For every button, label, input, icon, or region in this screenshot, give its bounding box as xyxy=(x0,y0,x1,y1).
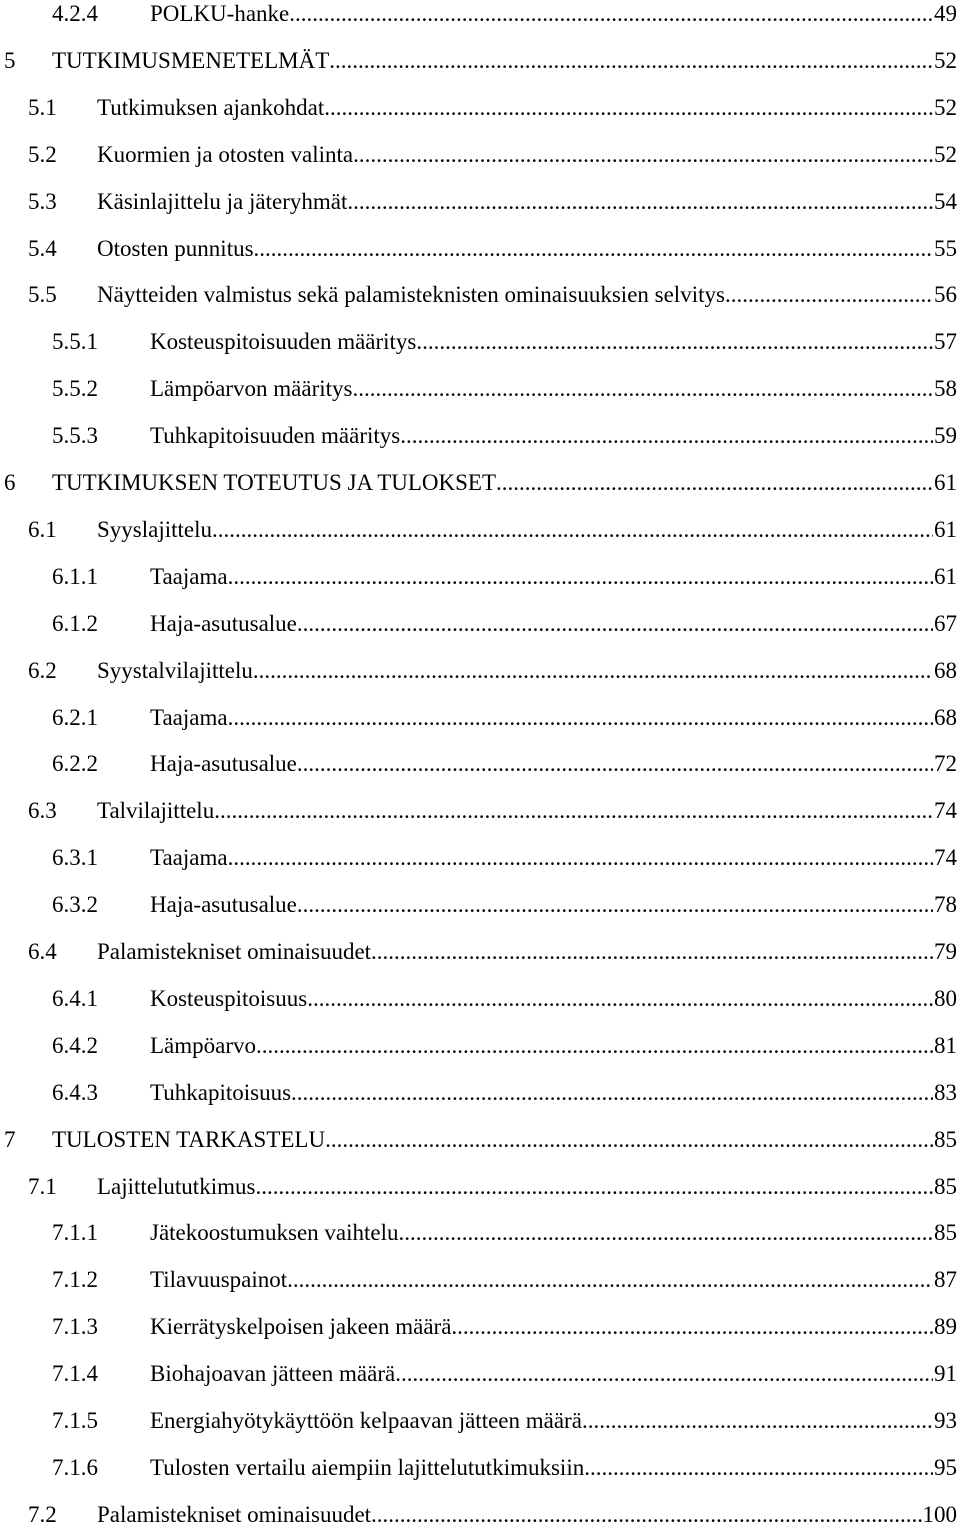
toc-entry-title[interactable]: Talvilajittelu xyxy=(97,798,215,824)
dot-leader xyxy=(255,1170,933,1204)
dot-leader xyxy=(353,138,933,172)
toc-entry-number: 5.1 xyxy=(28,94,57,120)
toc-entry-page-number: 61 xyxy=(934,563,957,589)
toc-entry-title[interactable]: TUTKIMUSMENETELMÄT xyxy=(52,47,330,73)
toc-entry-number: 6.3.1 xyxy=(52,845,98,871)
toc-entry-body xyxy=(150,1310,957,1344)
toc-entry-page-number: 52 xyxy=(934,94,957,120)
toc-entry-number: 7.1.1 xyxy=(52,1220,98,1246)
dot-leader xyxy=(324,91,933,125)
dot-leader xyxy=(347,185,933,219)
toc-entry-body xyxy=(150,607,957,641)
toc-entry-number: 5.5.2 xyxy=(52,376,98,402)
toc-entry-page-number: 56 xyxy=(934,282,957,308)
toc-entry-title[interactable]: Tulosten vertailu aiempiin lajittelututkimuksiin xyxy=(150,1454,585,1480)
toc-entry-body xyxy=(97,1498,957,1532)
toc-entry-title[interactable]: Jätekoostumuksen vaihtelu xyxy=(150,1220,399,1246)
toc-entry-number: 5.5.1 xyxy=(52,329,98,355)
dot-leader xyxy=(212,513,933,547)
toc-entry-page-number: 58 xyxy=(934,376,957,402)
toc-entry-title[interactable]: Syystalvilajittelu xyxy=(97,657,253,683)
toc-entry-title[interactable]: Palamistekniset ominaisuudet xyxy=(97,1501,372,1527)
toc-entry-body xyxy=(97,654,957,688)
toc-entry-body xyxy=(150,747,957,781)
dot-leader xyxy=(399,1216,934,1250)
toc-entry-number: 7.1.3 xyxy=(52,1314,98,1340)
toc-entry-title[interactable]: Näytteiden valmistus sekä palamisteknisten ominaisuuksien selvitys xyxy=(97,282,725,308)
dot-leader xyxy=(496,466,933,500)
toc-entry[interactable] xyxy=(0,372,960,406)
toc-entry[interactable] xyxy=(0,1170,960,1204)
toc-entry-title[interactable]: Otosten punnitus xyxy=(97,235,254,261)
dot-leader xyxy=(214,794,933,828)
toc-entry-body xyxy=(97,935,957,969)
dot-leader xyxy=(584,1451,933,1485)
toc-entry-page-number: 54 xyxy=(934,188,957,214)
toc-entry[interactable] xyxy=(0,1216,960,1250)
toc-entry-title[interactable]: Biohajoavan jätteen määrä xyxy=(150,1361,396,1387)
toc-entry-title[interactable]: Syyslajittelu xyxy=(97,516,212,542)
dot-leader xyxy=(582,1404,933,1438)
toc-entry-page-number: 49 xyxy=(934,1,957,26)
dot-leader xyxy=(228,701,933,735)
toc-entry[interactable] xyxy=(0,91,960,125)
toc-entry-page-number: 95 xyxy=(934,1454,957,1480)
toc-entry-body xyxy=(150,1357,957,1391)
toc-entry[interactable] xyxy=(0,1404,960,1438)
toc-entry-page-number: 85 xyxy=(934,1173,957,1199)
toc-entry[interactable] xyxy=(0,747,960,781)
dot-leader xyxy=(329,44,933,78)
toc-entry-page-number: 91 xyxy=(934,1361,957,1387)
toc-entry-body xyxy=(97,138,957,172)
toc-entry-body xyxy=(150,841,957,875)
toc-entry-number: 5.5 xyxy=(28,282,57,308)
toc-entry-page-number: 74 xyxy=(934,845,957,871)
toc-entry-body xyxy=(150,701,957,735)
toc-entry[interactable] xyxy=(0,1029,960,1063)
toc-entry-number: 7 xyxy=(4,1126,16,1152)
toc-entry-page-number: 80 xyxy=(934,985,957,1011)
dot-leader xyxy=(416,325,933,359)
dot-leader xyxy=(307,982,933,1016)
toc-entry-number: 6.1.1 xyxy=(52,563,98,589)
toc-entry[interactable] xyxy=(0,138,960,172)
toc-entry-number: 6.3.2 xyxy=(52,892,98,918)
dot-leader xyxy=(228,560,933,594)
toc-entry-body xyxy=(52,44,957,78)
toc-entry-body xyxy=(150,1451,957,1485)
toc-entry-body xyxy=(97,278,957,312)
toc-entry-number: 5.4 xyxy=(28,235,57,261)
toc-entry-title[interactable]: Palamistekniset ominaisuudet xyxy=(97,939,372,964)
toc-entry-page-number: 78 xyxy=(934,892,957,918)
toc-entry[interactable] xyxy=(0,607,960,641)
toc-entry-number: 7.1.4 xyxy=(52,1361,98,1387)
toc-entry-body xyxy=(97,91,957,125)
toc-entry[interactable] xyxy=(0,701,960,735)
dot-leader xyxy=(254,232,933,266)
toc-entry-title[interactable]: Tuhkapitoisuus xyxy=(150,1079,292,1105)
toc-entry-page-number: 85 xyxy=(934,1126,957,1152)
toc-entry-body xyxy=(150,1029,957,1063)
toc-entry[interactable] xyxy=(0,513,960,547)
toc-entry-body xyxy=(150,1263,957,1297)
dot-leader xyxy=(289,0,933,31)
toc-entry-title[interactable]: Tilavuuspainot xyxy=(150,1267,288,1293)
toc-entry[interactable] xyxy=(0,1076,960,1110)
toc-entry-title[interactable]: Haja-asutusalue xyxy=(150,610,297,636)
toc-entry[interactable] xyxy=(0,232,960,266)
toc-entry-page-number: 79 xyxy=(934,939,957,964)
toc-entry-title[interactable]: Käsinlajittelu ja jäteryhmät xyxy=(97,188,348,214)
toc-entry-body xyxy=(52,466,957,500)
toc-entry-number: 6.4.1 xyxy=(52,985,98,1011)
dot-leader xyxy=(256,1029,933,1063)
toc-entry[interactable] xyxy=(0,1451,960,1485)
toc-entry-page-number: 87 xyxy=(934,1267,957,1293)
toc-entry-number: 6.2.1 xyxy=(52,704,98,730)
toc-entry-title[interactable]: Tutkimuksen ajankohdat xyxy=(97,94,325,120)
toc-entry-page-number: 55 xyxy=(934,235,957,261)
toc-entry-number: 6.4.2 xyxy=(52,1032,98,1058)
toc-entry-number: 6.4.3 xyxy=(52,1079,98,1105)
dot-leader xyxy=(451,1310,933,1344)
toc-entry[interactable] xyxy=(0,185,960,219)
toc-entry-body xyxy=(97,794,957,828)
toc-entry-body xyxy=(150,888,957,922)
toc-entry-page-number: 68 xyxy=(934,704,957,730)
toc-entry-page-number: 81 xyxy=(934,1032,957,1058)
dot-leader xyxy=(291,1076,933,1110)
toc-entry-number: 6 xyxy=(4,470,16,495)
toc-entry[interactable] xyxy=(0,794,960,828)
toc-entry-number: 6.1.2 xyxy=(52,610,98,636)
toc-entry-page-number: 74 xyxy=(934,798,957,824)
toc-entry-page-number: 83 xyxy=(934,1079,957,1105)
toc-entry-title[interactable]: Kosteuspitoisuuden määritys xyxy=(150,329,417,355)
toc-entry-number: 6.1 xyxy=(28,516,57,542)
toc-entry-title[interactable]: Haja-asutusalue xyxy=(150,751,297,777)
toc-entry-body xyxy=(150,419,957,453)
dot-leader xyxy=(371,935,933,969)
toc-entry[interactable] xyxy=(0,0,960,31)
dot-leader xyxy=(325,1123,933,1157)
toc-entry-number: 5.5.3 xyxy=(52,423,98,449)
toc-entry-page-number: 85 xyxy=(934,1220,957,1246)
toc-entry-number: 6.2 xyxy=(28,657,57,683)
toc-entry[interactable] xyxy=(0,654,960,688)
toc-entry-number: 7.1.2 xyxy=(52,1267,98,1293)
toc-entry-body xyxy=(97,1170,957,1204)
toc-entry-page-number: 57 xyxy=(934,329,957,355)
toc-entry-page-number: 52 xyxy=(934,47,957,73)
toc-entry-body xyxy=(150,325,957,359)
toc-entry[interactable] xyxy=(0,841,960,875)
toc-entry-number: 7.1.6 xyxy=(52,1454,98,1480)
toc-entry-title[interactable]: Taajama xyxy=(150,563,228,589)
toc-entry-page-number: 59 xyxy=(934,423,957,449)
toc-entry-title[interactable]: TULOSTEN TARKASTELU xyxy=(52,1126,326,1152)
toc-entry-number: 6.4 xyxy=(28,939,57,964)
toc-entry[interactable] xyxy=(0,1263,960,1297)
toc-entry[interactable] xyxy=(0,935,960,969)
toc-entry-page-number: 72 xyxy=(934,751,957,777)
toc-entry[interactable] xyxy=(0,44,960,78)
toc-entry[interactable] xyxy=(0,1123,960,1157)
toc-entry-title[interactable]: POLKU-hanke xyxy=(150,1,290,26)
toc-entry-page-number: 52 xyxy=(934,141,957,167)
toc-entry-number: 7.1 xyxy=(28,1173,57,1199)
toc-entry[interactable] xyxy=(0,466,960,500)
toc-entry-number: 6.3 xyxy=(28,798,57,824)
toc-entry-page-number: 61 xyxy=(934,470,957,495)
toc-entry-title[interactable]: Kosteuspitoisuus xyxy=(150,985,308,1011)
toc-entry-title[interactable]: Lajittelututkimus xyxy=(97,1173,256,1199)
toc-entry-body xyxy=(97,232,957,266)
toc-entry[interactable] xyxy=(0,419,960,453)
toc-entry-body xyxy=(150,1076,957,1110)
toc-entry-body xyxy=(150,560,957,594)
toc-entry[interactable] xyxy=(0,325,960,359)
toc-entry-number: 5 xyxy=(4,47,16,73)
toc-entry-page-number: 93 xyxy=(934,1408,957,1433)
dot-leader xyxy=(371,1498,921,1532)
dot-leader xyxy=(725,278,933,312)
toc-entry-body xyxy=(150,0,957,31)
dot-leader xyxy=(287,1263,933,1297)
toc-entry[interactable] xyxy=(0,1310,960,1344)
toc-entry-number: 5.2 xyxy=(28,141,57,167)
toc-entry[interactable] xyxy=(0,560,960,594)
toc-entry-title[interactable]: Kuormien ja otosten valinta xyxy=(97,141,354,167)
dot-leader xyxy=(352,372,933,406)
toc-entry-title[interactable]: Taajama xyxy=(150,704,228,730)
toc-entry-title[interactable]: TUTKIMUKSEN TOTEUTUS JA TULOKSET xyxy=(52,470,497,495)
toc-entry-page-number: 61 xyxy=(934,516,957,542)
toc-entry-body xyxy=(150,1216,957,1250)
toc-entry-title[interactable]: Energiahyötykäyttöön kelpaavan jätteen määrä xyxy=(150,1408,582,1433)
toc-entry-page-number: 89 xyxy=(934,1314,957,1340)
toc-entry-body xyxy=(150,1404,957,1438)
toc-entry-page-number: 100 xyxy=(922,1501,957,1527)
toc-entry-number: 7.2 xyxy=(28,1501,57,1527)
toc-entry[interactable] xyxy=(0,982,960,1016)
toc-entry-page-number: 67 xyxy=(934,610,957,636)
toc-entry-body xyxy=(52,1123,957,1157)
toc-entry-title[interactable]: Tuhkapitoisuuden määritys xyxy=(150,423,401,449)
toc-entry[interactable] xyxy=(0,1357,960,1391)
toc-entry-title[interactable]: Taajama xyxy=(150,845,228,871)
toc-entry-body xyxy=(150,982,957,1016)
dot-leader xyxy=(395,1357,933,1391)
toc-entry-title[interactable]: Lämpöarvo xyxy=(150,1032,257,1058)
dot-leader xyxy=(228,841,933,875)
dot-leader xyxy=(297,607,933,641)
toc-entry[interactable] xyxy=(0,278,960,312)
toc-entry-body xyxy=(150,372,957,406)
dot-leader xyxy=(253,654,933,688)
toc-entry-title[interactable]: Kierrätyskelpoisen jakeen määrä xyxy=(150,1314,452,1340)
toc-entry[interactable] xyxy=(0,888,960,922)
toc-entry-number: 6.2.2 xyxy=(52,751,98,777)
toc-entry-title[interactable]: Lämpöarvon määritys xyxy=(150,376,353,402)
dot-leader xyxy=(297,747,933,781)
toc-entry[interactable] xyxy=(0,1498,960,1532)
toc-entry-body xyxy=(97,513,957,547)
toc-entry-number: 4.2.4 xyxy=(52,1,98,26)
toc-entry-number: 7.1.5 xyxy=(52,1408,98,1433)
dot-leader xyxy=(297,888,933,922)
toc-entry-body xyxy=(97,185,957,219)
toc-entry-title[interactable]: Haja-asutusalue xyxy=(150,892,297,918)
dot-leader xyxy=(400,419,933,453)
toc-entry-number: 5.3 xyxy=(28,188,57,214)
toc-entry-page-number: 68 xyxy=(934,657,957,683)
